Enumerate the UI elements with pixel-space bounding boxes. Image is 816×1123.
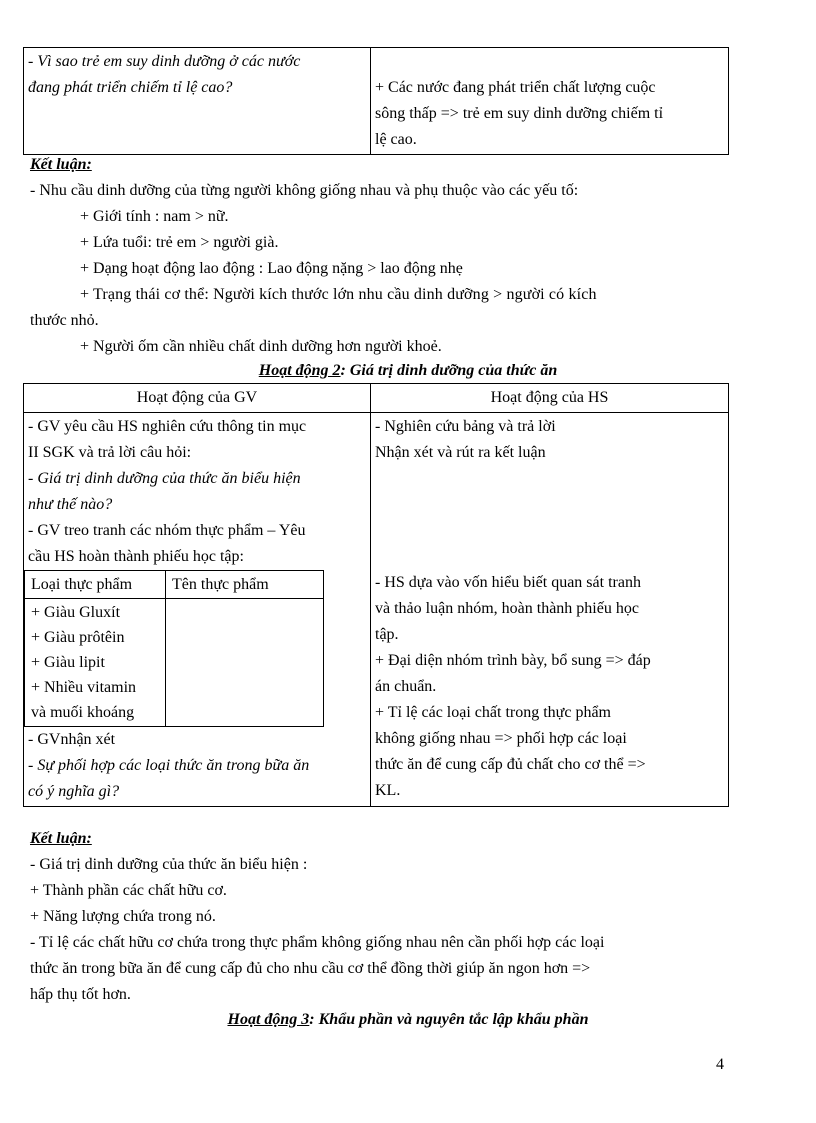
conclusion-line: + Thành phần các chất hữu cơ. [30,882,227,899]
top-qa-table [23,47,729,155]
hs-line: + Đại diện nhóm trình bày, bổ sung => đáp [375,652,651,669]
gv-question-line: - Giá trị dinh dưỡng của thức ăn biểu hiện [28,470,301,487]
question-line: - Vì sao trẻ em suy dinh dưỡng ở các nước [28,53,301,70]
activity-3-title: : Khẩu phần và nguyên tắc lập khẩu phần [309,1011,589,1028]
activity-2-label: Hoạt động 2 [258,362,341,379]
gv-line: - GV treo tranh các nhóm thực phẩm – Yêu [28,522,306,539]
conclusion-line: + Năng lượng chứa trong nó. [30,908,216,925]
hs-line: án chuẩn. [375,678,437,695]
answer-cell [371,48,729,155]
conclusion-line: thức ăn trong bữa ăn để cung cấp đủ cho nhu cầu cơ thể đồng thời giúp ăn ngon hơn => [30,960,591,977]
hs-activity-cell [371,413,729,807]
hs-line: - HS dựa vào vốn hiểu biết quan sát tranh [375,574,641,591]
header-hs: Hoạt động của HS [371,384,729,413]
answer-line: sông thấp => trẻ em suy dinh dưỡng chiếm tỉ [375,105,664,122]
food-group: + Nhiều vitamin [31,679,137,696]
activity-3-heading [0,1008,816,1032]
hs-line: - Nghiên cứu bảng và trả lời [375,418,556,435]
conclusion-line: + Giới tính : nam > nữ. [80,208,229,225]
food-group: + Giàu prôtêin [31,629,125,646]
hs-line: và thảo luận nhóm, hoàn thành phiếu học [375,600,639,617]
hs-line: không giống nhau => phối hợp các loại [375,730,627,747]
gv-activity-cell [24,413,371,807]
conclusion-line: + Người ốm cần nhiều chất dinh dưỡng hơn người khoẻ. [80,338,442,355]
gv-question-line: - Sự phối hợp các loại thức ăn trong bữa ăn [28,757,310,774]
answer-line: lệ cao. [375,131,417,148]
gv-question-line: có ý nghĩa gì? [28,783,120,800]
gv-line: II SGK và trả lời câu hỏi: [28,444,192,461]
page-number: 4 [716,1056,724,1073]
worksheet-header-type: Loại thực phẩm [25,571,166,599]
conclusion-line: hấp thụ tốt hơn. [30,986,131,1003]
conclusion-title: Kết luận: [30,830,92,847]
conclusion-line: + Dạng hoạt động lao động : Lao động nặng > lao động nhẹ [80,260,463,277]
header-gv: Hoạt động của GV [24,384,371,413]
conclusion-title: Kết luận: [30,156,92,173]
food-group: + Giàu lipit [31,654,105,671]
gv-question-line: như thế nào? [28,496,113,513]
activity-2-title: : Giá trị dinh dưỡng của thức ăn [340,362,558,379]
conclusion-line: - Tỉ lệ các chất hữu cơ chứa trong thực phẩm không giống nhau nên cần phối hợp các loại [30,934,605,951]
conclusion-line: thước nhỏ. [30,312,99,329]
food-group: và muối khoáng [31,704,135,721]
worksheet-header-name: Tên thực phẩm [166,571,324,599]
hs-line: Nhận xét và rút ra kết luận [375,444,546,461]
hs-line: + Tỉ lệ các loại chất trong thực phẩm [375,704,611,721]
question-line: đang phát triển chiếm tỉ lệ cao? [28,79,233,96]
gv-line: cầu HS hoàn thành phiếu học tập: [28,548,244,565]
worksheet-names-cell [166,599,324,727]
activity-2-table [23,383,729,807]
conclusion-line: + Trạng thái cơ thể: Người kích thước lớn nhu cầu dinh dưỡng > người có kích [80,286,597,303]
activity-3-label: Hoạt động 3 [227,1011,310,1028]
activity-2-heading [0,359,816,383]
worksheet-types-cell [25,599,166,727]
hs-line: thức ăn để cung cấp đủ chất cho cơ thể => [375,756,646,773]
hs-line: tập. [375,626,399,643]
gv-line: - GV yêu cầu HS nghiên cứu thông tin mục [28,418,307,435]
conclusion-line: - Nhu cầu dinh dưỡng của từng người không giống nhau và phụ thuộc vào các yếu tố: [30,182,579,199]
answer-line: + Các nước đang phát triển chất lượng cuộc [375,79,656,96]
hs-line: KL. [375,782,401,799]
conclusion-line: + Lứa tuổi: trẻ em > người già. [80,234,279,251]
question-cell [24,48,371,155]
gv-line: - GVnhận xét [28,731,116,748]
conclusion-line: - Giá trị dinh dưỡng của thức ăn biểu hiện : [30,856,308,873]
food-group: + Giàu Gluxít [31,604,121,621]
worksheet-table [24,570,324,727]
